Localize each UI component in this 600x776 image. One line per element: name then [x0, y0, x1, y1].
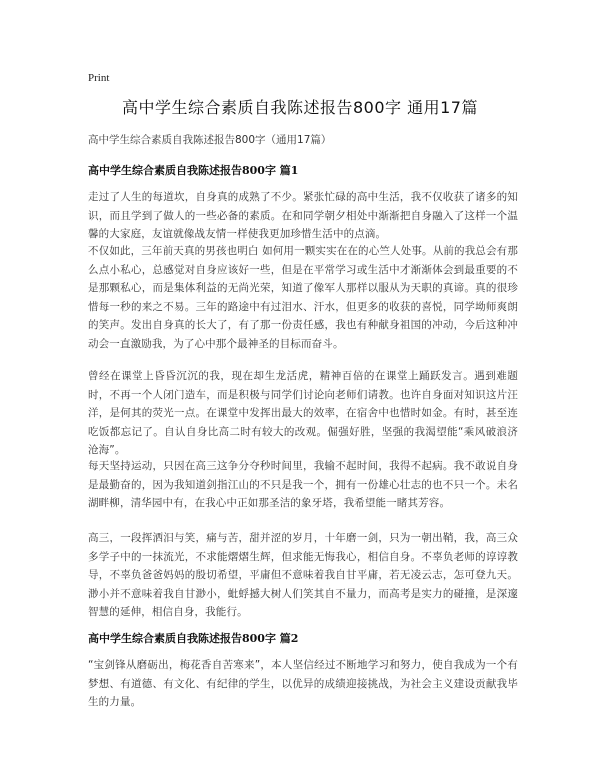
paragraph: 高三，一段挥洒汨与笑，痛与苦，甜并涩的岁月，十年磨一剑，只为一朝出鞘，我，高三众多学子中的一抹流光，不求能熠熠生辉，但求能无悔我心，相信自身。不辜负老师的谆谆教导，不辜负爸爸妈妈的殷切希望，平庸但不意味着我自甘平庸，若无凌云志，怎可登九天。渺小并不意味着我自甘渺小，蚍蜉撼大树人们笑其自不量力，而高考是实力的碰撞，是深邃智慧的延伸，相信自身，我能行。 [88, 532, 518, 618]
paragraph: 走过了人生的每道坎，自身真的成熟了不少。紧张忙碌的高中生活，我不仅收获了诸多的知识，而且学到了做人的一些必备的素质。在和同学朝夕相处中渐渐把自身融入了这样一个温馨的大家庭，友谊就像战友情一样使我更加珍惜生活中的点滴。 [88, 191, 518, 240]
paragraph: 曾经在课堂上昏昏沉沉的我，现在却生龙活虎，精神百倍的在课堂上踊跃发言。遇到难题时，不再一个人闭门造车，而是积极与同学们讨论向老师们请教。也许自身面对知识这片汪洋，是何其的荧光一点。在课堂中发挥出最大的效率，在宿舍中也惜时如金。有时，甚至连吃饭都忘记了。自认自身比高二时有较大的改观。倔强好胜，坚强的我渴望能“乘风破浪济沧海”。 [88, 370, 518, 456]
document-subtitle: 高中学生综合素质自我陈述报告800字（通用17篇） [88, 134, 332, 146]
paragraph: “宝剑锋从磨砺出，梅花香自苦寒来”，本人坚信经过不断地学习和努力，使自我成为一个有梦想、有道德、有文化、有纪律的学生，以优异的成绩迎接挑战，为社会主义建设贡献我毕生的力量。 [88, 659, 518, 708]
paragraph: 不仅如此，三年前天真的男孩也明白 如何用一颗实实在在的心竺人处事。从前的我总会有那么点小私心，总感觉对自身应该好一些，但是在平常学习或生活中才渐渐体会到最重要的不是那颗私心，而是集体利益的无尚光荣，知道了像军人那样以服从为天职的真谛。真的很珍惜每一秒的来之不易。三年的路途中有过泪水、汗水，但更多的收获的喜悦，同学坳师爽朗的笑声。发出自身真的长大了，有了那一份责任感，我也有种献身祖国的冲动，今后这种冲动会一直激励我，为了心中那个最神圣的目标而奋斗。 [88, 245, 518, 350]
paragraph: 每天坚持运动，只因在高三这争分夺秒时间里，我输不起时间，我得不起病。我不敢说自身是最勤奋的，因为我知道剑指江山的不只是我一个，拥有一份雄心壮志的也不只一个。未名湖畔柳，清华园中有，在我心中正如那圣洁的象牙塔，我希望能一睹其芳容。 [88, 460, 518, 509]
print-link[interactable]: Print [88, 72, 110, 84]
document-title: 高中学生综合素质自我陈述报告800字 通用17篇 [122, 98, 478, 117]
section-heading-2: 高中学生综合素质自我陈述报告800字 篇2 [88, 632, 299, 645]
section-heading-1: 高中学生综合素质自我陈述报告800字 篇1 [88, 164, 299, 177]
